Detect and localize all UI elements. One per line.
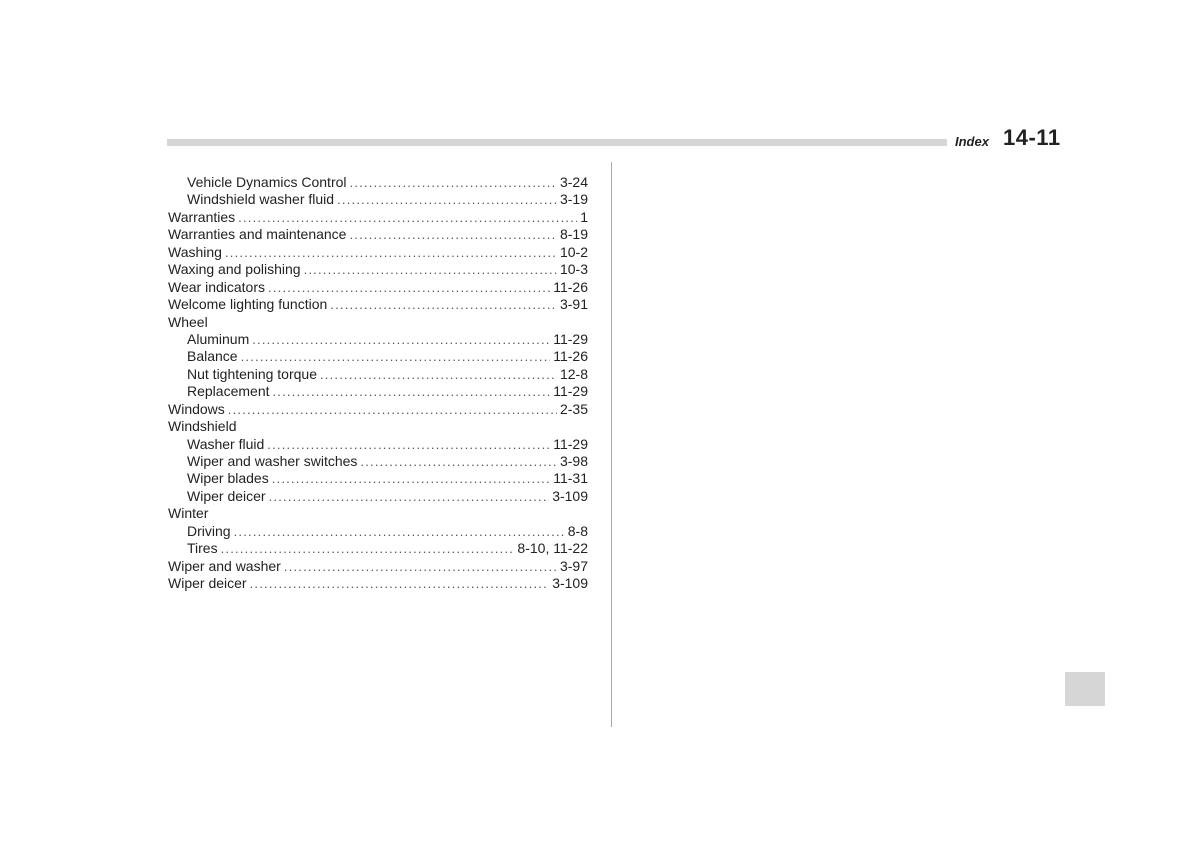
dot-leader [225, 244, 557, 261]
index-page-ref: 8-8 [567, 522, 588, 539]
index-term: Vehicle Dynamics Control [187, 174, 347, 190]
index-term: Washer fluid [187, 435, 265, 452]
index-entry [168, 226, 588, 243]
index-term: Wiper and washer [168, 557, 281, 574]
index-page-ref: 11-29 [553, 330, 588, 347]
index-term: Wiper deicer [168, 575, 247, 592]
dot-leader [360, 453, 557, 470]
index-subentry [168, 383, 588, 400]
index-page-ref: 11-29 [553, 435, 588, 452]
index-term: Aluminum [187, 330, 250, 347]
index-term: Wiper and washer switches [187, 453, 358, 469]
index-term: Balance [187, 348, 238, 365]
dot-leader [304, 261, 557, 278]
dot-leader [349, 226, 557, 243]
dot-leader [350, 174, 557, 191]
index-page-ref: 11-29 [553, 383, 588, 400]
section-title: Index [955, 134, 989, 149]
dot-leader [269, 488, 550, 505]
index-page-ref: 3-109 [552, 487, 588, 504]
dot-leader [250, 575, 550, 592]
index-page-ref: 12-8 [559, 365, 588, 382]
index-subentry [168, 174, 588, 191]
dot-leader [320, 366, 557, 383]
index-entry [168, 209, 588, 226]
index-page-ref: 3-109 [552, 575, 588, 592]
index-term: Nut tightening torque [187, 365, 317, 382]
index-term: Windshield washer fluid [187, 191, 335, 208]
index-subentry [168, 348, 588, 365]
dot-leader [228, 401, 557, 418]
index-page-ref: 10-2 [559, 243, 588, 260]
index-page-ref: 1 [580, 208, 588, 225]
index-entry [168, 279, 588, 296]
index-term: Windows [168, 400, 225, 417]
index-list [168, 174, 588, 593]
index-entry [168, 558, 588, 575]
header-rule [167, 139, 947, 146]
index-subentry [168, 540, 588, 557]
index-page-ref: 3-91 [559, 296, 588, 313]
index-page-ref: 2-35 [559, 400, 588, 417]
index-subentry [168, 191, 588, 208]
index-entry [168, 296, 588, 313]
dot-leader [268, 279, 550, 296]
dot-leader [241, 348, 551, 365]
index-entry [168, 505, 588, 522]
index-page-ref: 11-26 [553, 348, 588, 365]
index-page-ref: 3-97 [559, 557, 588, 574]
dot-leader [272, 470, 551, 487]
index-page-ref: 11-31 [553, 470, 588, 487]
dot-leader [337, 191, 557, 208]
dot-leader [252, 331, 550, 348]
index-term: Waxing and polishing [168, 261, 301, 278]
index-term: Warranties and maintenance [168, 226, 347, 243]
index-page-ref: 3-98 [559, 453, 588, 469]
index-entry [168, 244, 588, 261]
page-number: 14-11 [1003, 125, 1061, 150]
column-divider [611, 162, 612, 727]
index-page-ref: 3-24 [559, 174, 588, 190]
index-entry [168, 261, 588, 278]
dot-leader [284, 558, 557, 575]
index-page-ref: 3-19 [559, 191, 588, 208]
dot-leader [221, 540, 515, 557]
index-page-ref: 11-26 [553, 278, 588, 295]
dot-leader [273, 383, 551, 400]
dot-leader [238, 209, 577, 226]
index-subentry [168, 488, 588, 505]
index-subentry [168, 331, 588, 348]
index-term: Warranties [168, 208, 236, 225]
index-subentry [168, 453, 588, 470]
index-term: Welcome lighting function [168, 296, 328, 313]
index-term: Washing [168, 243, 222, 260]
index-subentry [168, 470, 588, 487]
dot-leader [234, 523, 565, 540]
index-entry [168, 575, 588, 592]
index-term: Wear indicators [168, 278, 266, 295]
index-term: Tires [187, 540, 218, 557]
index-page-ref: 10-3 [559, 261, 588, 278]
chapter-thumb-tab [1065, 672, 1105, 706]
index-subentry [168, 523, 588, 540]
index-term: Winter [168, 505, 209, 522]
index-entry [168, 314, 588, 331]
index-subentry [168, 366, 588, 383]
index-term: Wheel [168, 313, 208, 330]
index-term: Wiper blades [187, 470, 269, 487]
index-entry [168, 418, 588, 435]
index-entry [168, 401, 588, 418]
index-term: Wiper deicer [187, 487, 266, 504]
index-term: Replacement [187, 383, 270, 400]
index-term: Driving [187, 522, 231, 539]
dot-leader [267, 436, 550, 453]
index-term: Windshield [168, 418, 237, 435]
index-page-ref: 8-19 [559, 226, 588, 243]
dot-leader [330, 296, 557, 313]
index-subentry [168, 436, 588, 453]
index-page-ref: 8-10, 11-22 [517, 540, 588, 557]
